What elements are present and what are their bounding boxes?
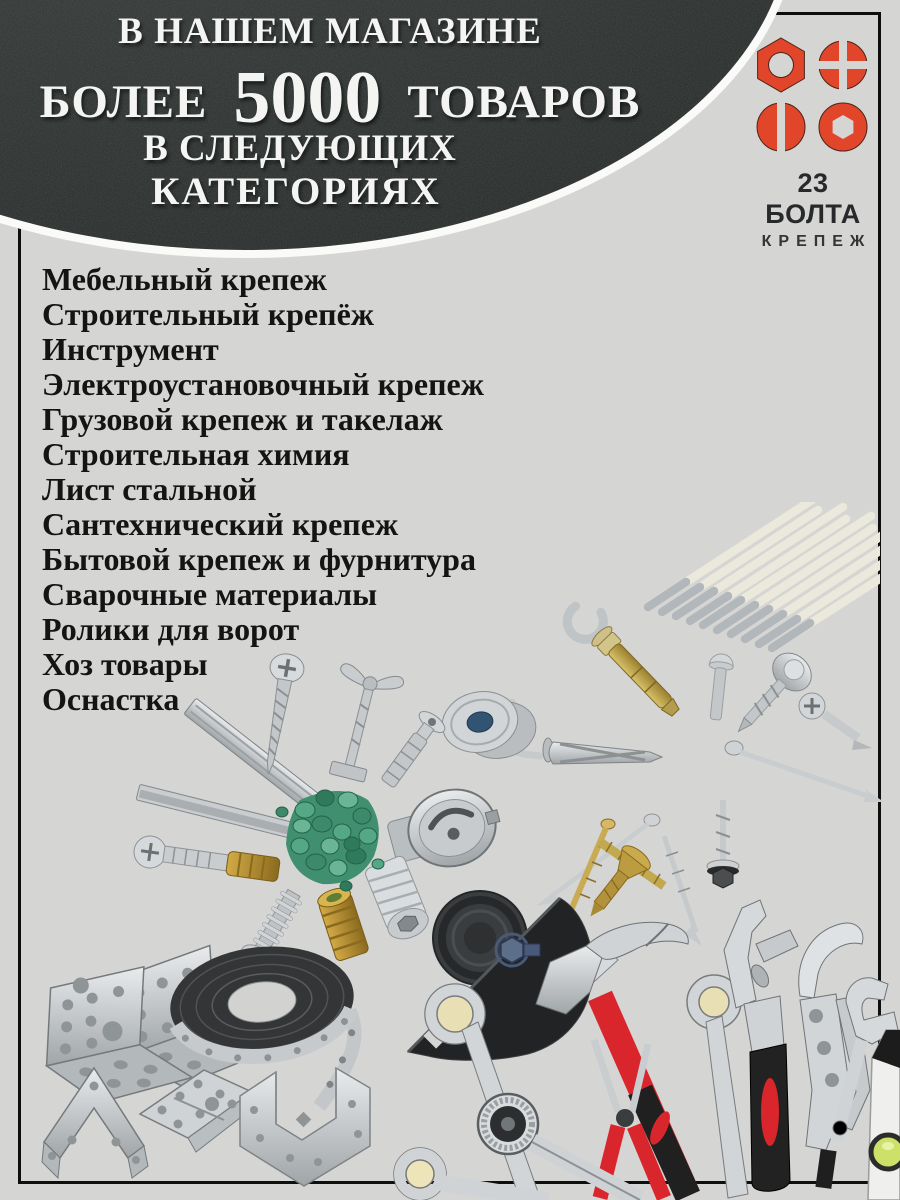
joist-hanger-image	[240, 1068, 370, 1186]
category-item: Строительная химия	[42, 436, 350, 472]
category-item: Электроустановочный крепеж	[42, 366, 484, 402]
header-line2-number: 5000	[233, 57, 382, 139]
category-item: Хоз товары	[42, 646, 208, 682]
header-line2-prefix: БОЛЕЕ	[39, 76, 208, 128]
category-item: Оснастка	[42, 681, 180, 717]
category-item: Бытовой крепеж и фурнитура	[42, 541, 476, 577]
category-item: Сварочные материалы	[42, 576, 378, 612]
category-item: Строительный крепёж	[42, 296, 374, 332]
category-item: Грузовой крепеж и такелаж	[42, 401, 443, 437]
logo-tagline: КРЕПЕЖ	[761, 233, 872, 250]
hook-anchor-image	[560, 596, 687, 726]
category-item: Мебельный крепеж	[42, 261, 327, 297]
category-item: Ролики для ворот	[42, 611, 300, 647]
category-item: Лист стальной	[42, 471, 257, 507]
category-item: Инструмент	[42, 331, 219, 367]
header-line2-suffix: ТОВАРОВ	[407, 76, 641, 128]
logo-title: 23 БОЛТА	[765, 168, 861, 229]
header-line4: КАТЕГОРИЯХ	[151, 170, 441, 213]
header-line3: В СЛЕДУЮЩИХ	[143, 128, 457, 169]
header-line1: В НАШЕМ МАГАЗИНЕ	[118, 11, 542, 52]
welding-electrodes-image	[648, 498, 900, 648]
category-item: Сантехнический крепеж	[42, 506, 399, 542]
